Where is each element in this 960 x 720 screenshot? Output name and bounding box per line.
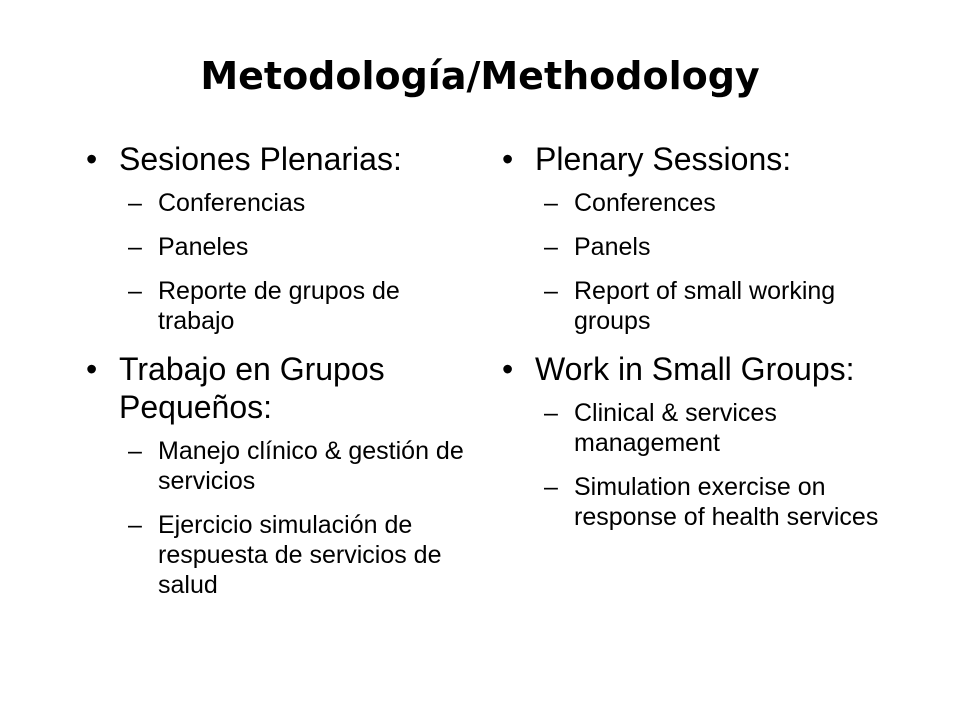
bullet-heading: Plenary Sessions: <box>535 141 792 177</box>
sub-list-item <box>86 510 466 600</box>
dash-icon: – <box>128 233 142 261</box>
right-column <box>502 140 882 546</box>
sub-list-item <box>86 436 466 496</box>
sub-list-item-text: Ejercicio simulación de respuesta de servicios de salud <box>158 511 442 599</box>
dash-icon: – <box>544 277 558 305</box>
sub-list-item <box>502 188 882 218</box>
sub-list-item-text: Clinical & services management <box>574 399 777 457</box>
sub-list-item-text: Conferences <box>574 189 716 217</box>
sub-list <box>502 398 882 532</box>
bullet-item <box>502 140 882 178</box>
sub-list-item-text: Conferencias <box>158 189 306 217</box>
bullet-heading: Sesiones Plenarias: <box>119 141 402 177</box>
bullet-heading: Work in Small Groups: <box>535 351 855 387</box>
sub-list-item-text: Panels <box>574 233 651 261</box>
sub-list <box>86 188 466 336</box>
dash-icon: – <box>544 473 558 501</box>
slide-title: Metodología/Methodology <box>200 54 760 98</box>
sub-list-item <box>86 232 466 262</box>
dash-icon: – <box>544 189 558 217</box>
sub-list-item-text: Paneles <box>158 233 249 261</box>
dash-icon: – <box>128 511 142 539</box>
bullet-item <box>86 350 466 426</box>
sub-list-item <box>502 232 882 262</box>
sub-list-item-text: Simulation exercise on response of health services <box>574 473 879 531</box>
bullet-icon: • <box>86 141 98 177</box>
sub-list <box>86 436 466 600</box>
dash-icon: – <box>544 399 558 427</box>
sub-list-item <box>86 276 466 336</box>
sub-list-item-text: Manejo clínico & gestión de servicios <box>158 437 464 495</box>
bullet-icon: • <box>502 141 514 177</box>
dash-icon: – <box>128 189 142 217</box>
sub-list-item <box>86 188 466 218</box>
dash-icon: – <box>128 277 142 305</box>
bullet-icon: • <box>86 351 98 387</box>
sub-list <box>502 188 882 336</box>
bullet-icon: • <box>502 351 514 387</box>
left-column <box>86 140 466 614</box>
bullet-heading: Trabajo en Grupos Pequeños: <box>119 351 385 425</box>
sub-list-item <box>502 398 882 458</box>
bullet-item <box>86 140 466 178</box>
dash-icon: – <box>128 437 142 465</box>
sub-list-item-text: Reporte de grupos de trabajo <box>158 277 400 335</box>
bullet-item <box>502 350 882 388</box>
sub-list-item <box>502 472 882 532</box>
sub-list-item <box>502 276 882 336</box>
sub-list-item-text: Report of small working groups <box>574 277 836 335</box>
dash-icon: – <box>544 233 558 261</box>
